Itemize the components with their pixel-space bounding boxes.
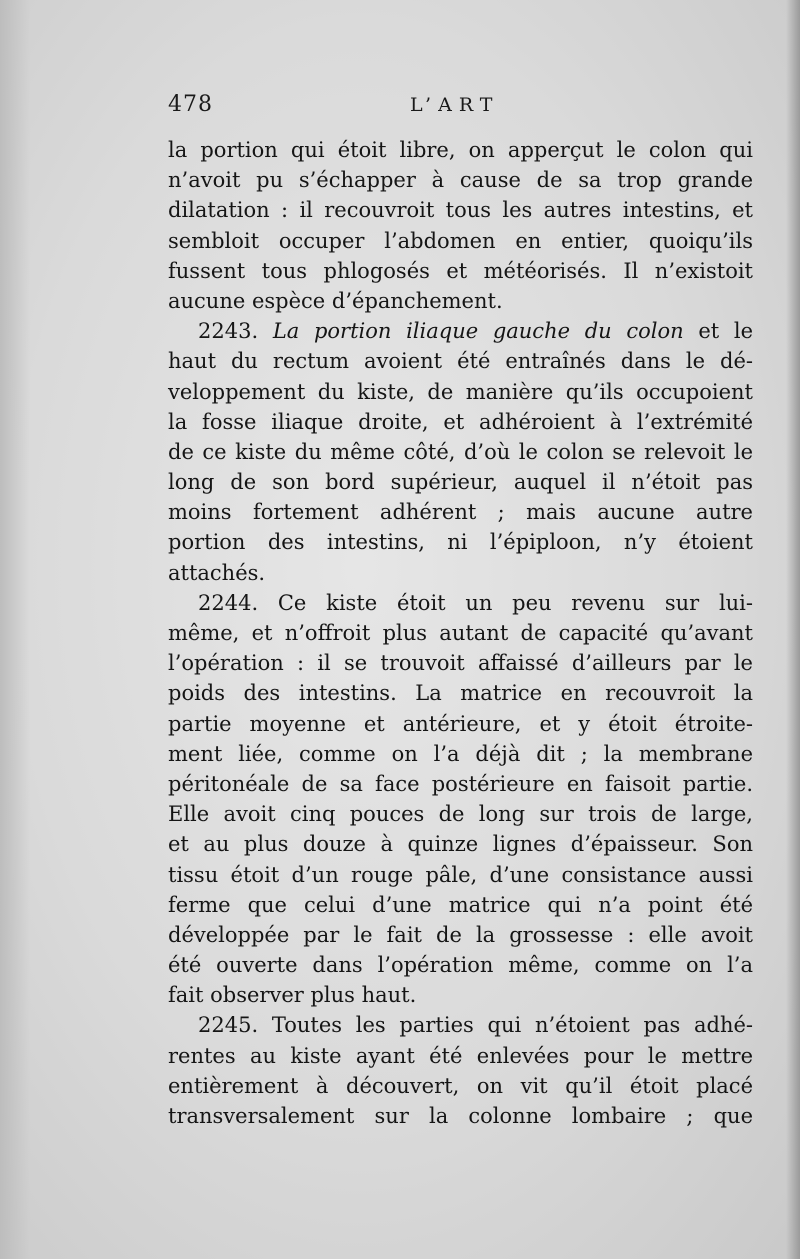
- text-line: tissu étoit d’un rouge pâle, d’une consistance aussi: [168, 862, 753, 887]
- paragraph-2244-first-line: 2244. Ce kiste étoit un peu revenu sur lui-: [198, 590, 753, 615]
- text-line: attachés.: [168, 560, 266, 585]
- text-line: ferme que celui d’une matrice qui n’a point été: [168, 892, 753, 917]
- text-line: ment liée, comme on l’a déjà dit ; la membrane: [168, 741, 753, 766]
- text-line: rentes au kiste ayant été enlevées pour le mettre: [168, 1043, 753, 1068]
- text-line: portion des intestins, ni l’épiploon, n’y étoient: [168, 530, 753, 555]
- text-line: développée par le fait de la grossesse : elle avoit: [168, 922, 753, 947]
- text-line: la portion qui étoit libre, on apperçut le colon qui: [168, 138, 753, 162]
- text-line: fait observer plus haut.: [168, 983, 417, 1008]
- text-line: fussent tous phlogosés et météorisés. Il n’existoit: [168, 258, 753, 283]
- text-line: entièrement à découvert, on vit qu’il étoit placé: [168, 1073, 753, 1098]
- italic-phrase: La portion iliaque gauche du colon: [272, 319, 684, 344]
- text-line: l’opération : il se trouvoit affaissé d’ailleurs par le: [168, 651, 753, 676]
- text-line: aucune espèce d’épanchement.: [168, 288, 503, 313]
- text-line: transversalement sur la colonne lombaire ; que: [168, 1104, 753, 1128]
- text-line: moins fortement adhérent ; mais aucune autre: [168, 500, 753, 525]
- text-line: Elle avoit cinq pouces de long sur trois de large,: [168, 802, 753, 827]
- running-head: [168, 92, 768, 126]
- text-line: dilatation : il recouvroit tous les autres intestins, et: [168, 198, 753, 223]
- text-line: péritonéale de sa face postérieure en faisoit partie.: [168, 771, 753, 796]
- paragraph-2245-first-line: 2245. Toutes les parties qui n’étoient pas adhé-: [198, 1013, 753, 1038]
- text-line: la fosse iliaque droite, et adhéroient à l’extrémité: [168, 409, 753, 434]
- running-title: L’ART: [410, 94, 500, 116]
- body-text: [168, 135, 753, 1131]
- text-fragment: et le: [698, 319, 753, 344]
- text-line: long de son bord supérieur, auquel il n’étoit pas: [168, 470, 753, 495]
- paragraph-2243-first-line: [168, 316, 753, 346]
- text-line: poids des intestins. La matrice en recouvroit la: [168, 681, 753, 706]
- text-line: même, et n’offroit plus autant de capacité qu’avant: [168, 621, 753, 645]
- text-line: sembloit occuper l’abdomen en entier, quoiqu’ils: [168, 228, 753, 253]
- text-line: partie moyenne et antérieure, et y étoit étroite-: [168, 711, 753, 736]
- text-line: de ce kiste du même côté, d’où le colon se relevoit le: [168, 439, 753, 464]
- page-number: 478: [168, 92, 213, 117]
- text-line: été ouverte dans l’opération même, comme on l’a: [168, 953, 753, 978]
- text-line: n’avoit pu s’échapper à cause de sa trop grande: [168, 168, 753, 193]
- text-line: et au plus douze à quinze lignes d’épaisseur. Son: [168, 832, 753, 857]
- text-line: veloppement du kiste, de manière qu’ils occupoient: [168, 379, 753, 404]
- text-line: haut du rectum avoient été entraînés dans le dé-: [168, 349, 753, 374]
- paragraph-number: 2243.: [198, 319, 259, 344]
